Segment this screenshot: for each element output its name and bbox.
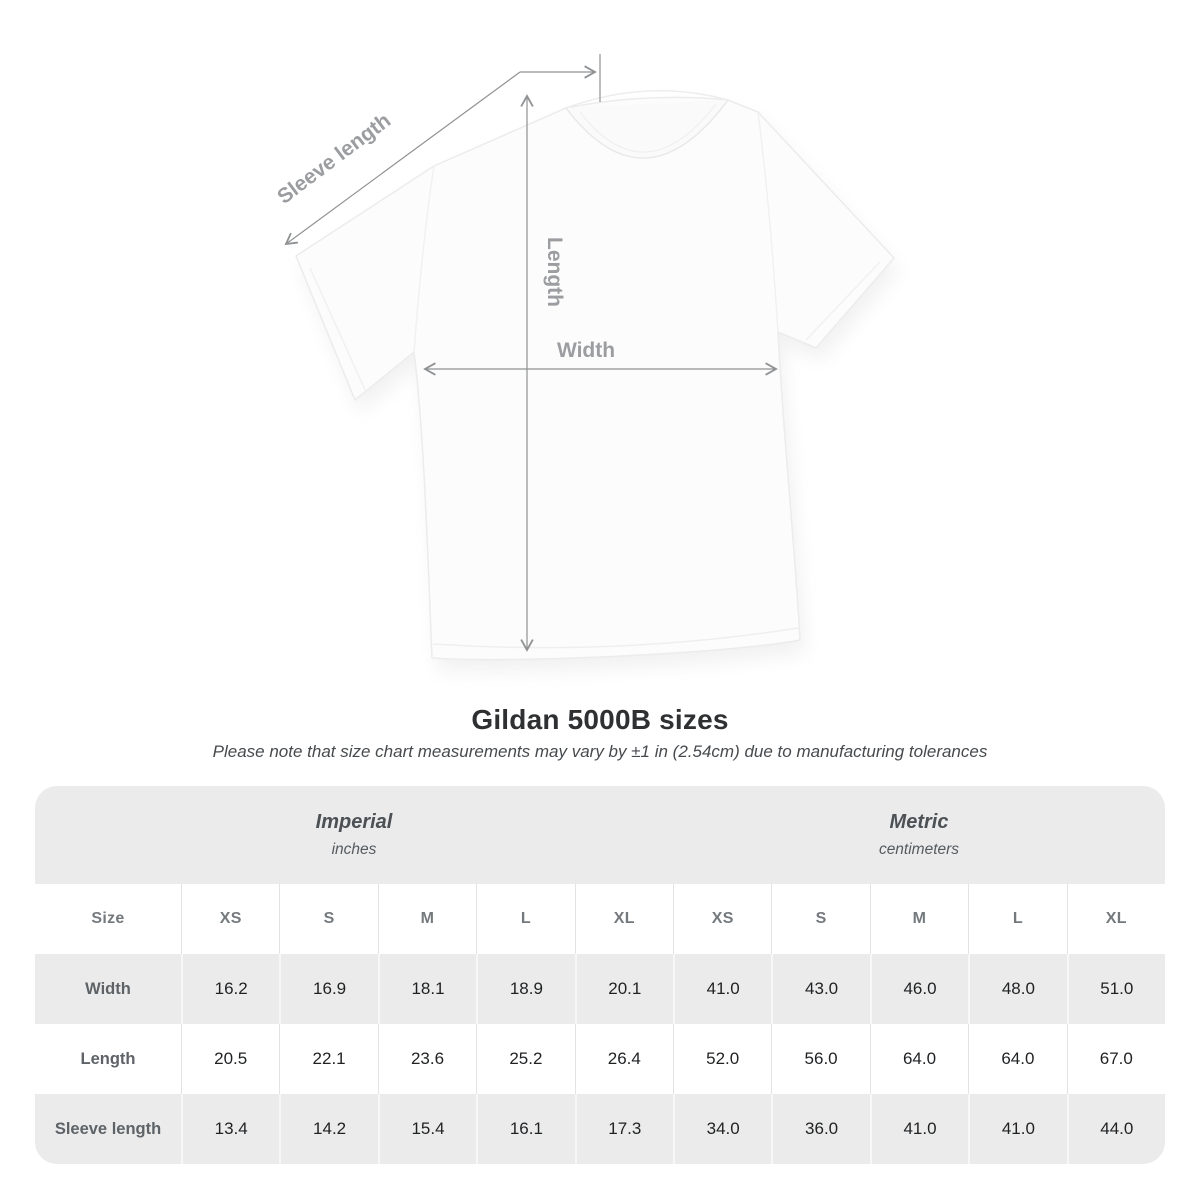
length-imperial-m: 23.6: [378, 1024, 476, 1094]
row-label-sleeve-length: Sleeve length: [35, 1094, 181, 1164]
sleeve-imperial-m: 15.4: [378, 1094, 476, 1164]
width-imperial-s: 16.9: [279, 954, 377, 1024]
page-title: Gildan 5000B sizes: [471, 704, 729, 735]
size-chart-table: [35, 786, 1165, 1164]
width-imperial-xl: 20.1: [575, 954, 673, 1024]
column-header-metric-xl: XL: [1067, 884, 1165, 954]
width-imperial-l: 18.9: [476, 954, 574, 1024]
length-imperial-s: 22.1: [279, 1024, 377, 1094]
size-column-header: Size: [35, 884, 181, 954]
sleeve-imperial-l: 16.1: [476, 1094, 574, 1164]
column-header-imperial-xs: XS: [181, 884, 279, 954]
length-imperial-xl: 26.4: [575, 1024, 673, 1094]
imperial-group-header: [35, 786, 673, 884]
sleeve-metric-m: 41.0: [870, 1094, 968, 1164]
width-label: Width: [556, 339, 616, 362]
sleeve-metric-s: 36.0: [771, 1094, 869, 1164]
length-metric-s: 56.0: [771, 1024, 869, 1094]
sleeve-length-label: Sleeve length: [273, 108, 396, 209]
row-label-width: Width: [35, 954, 181, 1024]
metric-label: Metric: [889, 811, 949, 833]
sleeve-metric-xs: 34.0: [673, 1094, 771, 1164]
column-header-metric-xs: XS: [673, 884, 771, 954]
sleeve-imperial-xs: 13.4: [181, 1094, 279, 1164]
length-label: Length: [543, 237, 566, 307]
tolerance-note: Please note that size chart measurements may vary by ±1 in (2.54cm) due to manufacturing tolerances: [212, 742, 988, 761]
sleeve-metric-l: 41.0: [968, 1094, 1066, 1164]
width-metric-xs: 41.0: [673, 954, 771, 1024]
sleeve-imperial-xl: 17.3: [575, 1094, 673, 1164]
row-label-length: Length: [35, 1024, 181, 1094]
column-header-imperial-s: S: [279, 884, 377, 954]
length-metric-m: 64.0: [870, 1024, 968, 1094]
column-header-metric-l: L: [968, 884, 1066, 954]
column-header-metric-s: S: [771, 884, 869, 954]
metric-group-header: [673, 786, 1165, 884]
width-metric-xl: 51.0: [1067, 954, 1165, 1024]
length-imperial-l: 25.2: [476, 1024, 574, 1094]
imperial-label: Imperial: [315, 811, 393, 833]
column-header-imperial-xl: XL: [575, 884, 673, 954]
column-header-imperial-m: M: [378, 884, 476, 954]
width-metric-s: 43.0: [771, 954, 869, 1024]
metric-unit: centimeters: [878, 841, 960, 858]
width-imperial-m: 18.1: [378, 954, 476, 1024]
sleeve-metric-xl: 44.0: [1067, 1094, 1165, 1164]
length-metric-xs: 52.0: [673, 1024, 771, 1094]
tshirt-body: [296, 91, 894, 660]
sleeve-imperial-s: 14.2: [279, 1094, 377, 1164]
length-metric-l: 64.0: [968, 1024, 1066, 1094]
width-metric-m: 46.0: [870, 954, 968, 1024]
length-metric-xl: 67.0: [1067, 1024, 1165, 1094]
imperial-unit: inches: [331, 841, 377, 858]
width-imperial-xs: 16.2: [181, 954, 279, 1024]
width-metric-l: 48.0: [968, 954, 1066, 1024]
column-header-metric-m: M: [870, 884, 968, 954]
column-header-imperial-l: L: [476, 884, 574, 954]
length-imperial-xs: 20.5: [181, 1024, 279, 1094]
